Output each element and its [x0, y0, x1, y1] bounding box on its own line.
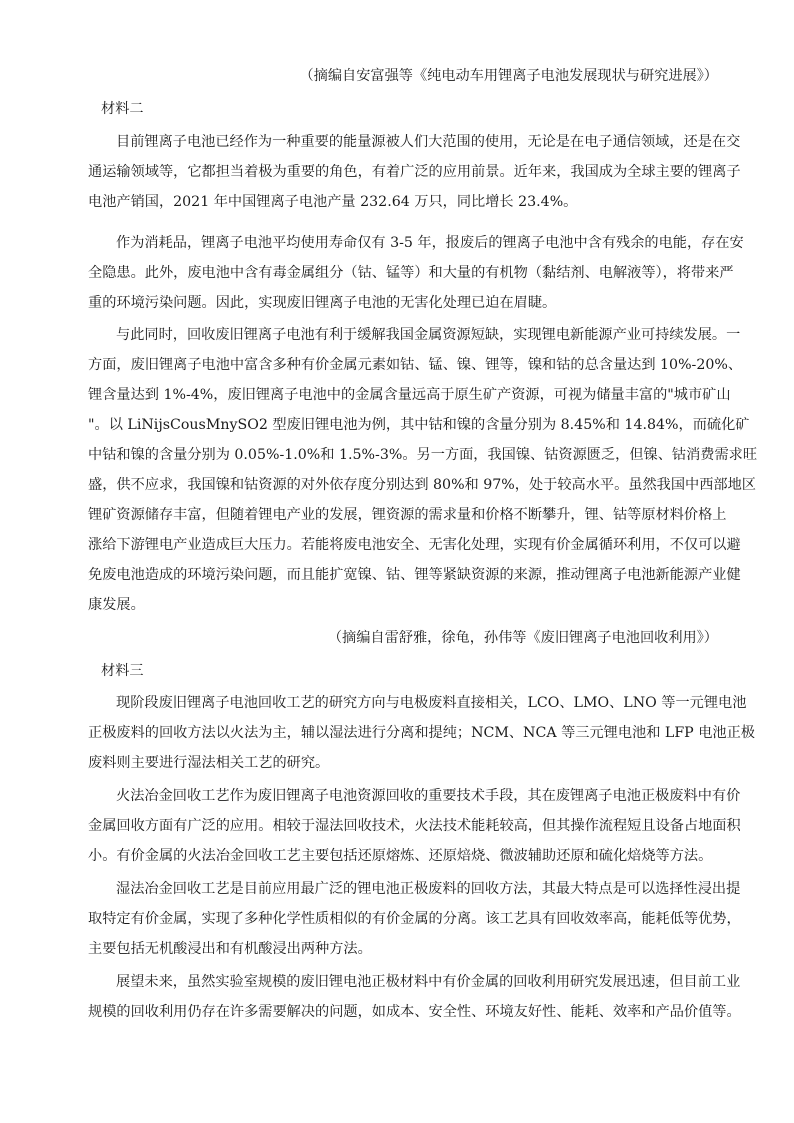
paragraph-line: 锂矿资源储存丰富，但随着锂电产业的发展，锂资源的需求量和价格不断攀升，锂、钴等原材料价格上 — [88, 507, 727, 523]
paragraph-line: 电池产销国，2021 年中国锂离子电池产量 232.64 万只，同比增长 23.4%。 — [88, 194, 578, 210]
paragraph-line: 正极废料的回收方法以火法为主，辅以湿法进行分离和提纯；NCM、NCA 等三元锂电池和 LFP 电池正极 — [88, 725, 755, 741]
paragraph-line: 规模的回收利用仍存在许多需要解决的问题，如成本、安全性、环境友好性、能耗、效率和产品价值等。 — [88, 1004, 741, 1020]
paragraph-line: 康发展。 — [88, 597, 145, 613]
paragraph-line: 锂含量达到 1%-4%，废旧锂离子电池中的金属含量远高于原生矿产资源，可视为储量丰富的"城市矿山 — [88, 387, 731, 403]
paragraph-line: 主要包括无机酸浸出和有机酸浸出两种方法。 — [88, 941, 372, 957]
section-heading-material-2: 材料二 — [101, 101, 144, 117]
paragraph-line: 湿法冶金回收工艺是目前应用最广泛的锂电池正极废料的回收方法，其最大特点是可以选择性浸出提 — [116, 881, 741, 897]
paragraph-line: 火法冶金回收工艺作为废旧锂离子电池资源回收的重要技术手段，其在废锂离子电池正极废料中有价 — [116, 788, 741, 804]
paragraph-line: 小。有价金属的火法冶金回收工艺主要包括还原熔炼、还原焙烧、微波辅助还原和硫化焙烧等方法。 — [88, 848, 713, 864]
source-citation-2: （摘编自雷舒雅，徐龟，孙伟等《废旧锂离子电池回收利用》） — [327, 630, 718, 646]
section-heading-material-3: 材料三 — [101, 663, 144, 679]
paragraph-line: 通运输领域等，它都担当着极为重要的角色，有着广泛的应用前景。近年来，我国成为全球主要的锂离子 — [88, 164, 741, 180]
paragraph-line: 涨给下游锂电产业造成巨大压力。若能将废电池安全、无害化处理，实现有价金属循环利用，不仅可以避 — [88, 537, 741, 553]
paragraph-line: 目前锂离子电池已经作为一种重要的能量源被人们大范围的使用，无论是在电子通信领域，还是在交 — [116, 134, 741, 150]
paragraph-line: 与此同时，回收废旧锂离子电池有利于缓解我国金属资源短缺，实现锂电新能源产业可持续发展。一 — [116, 327, 741, 343]
paragraph-line: 作为消耗品，锂离子电池平均使用寿命仅有 3-5 年，报废后的锂离子电池中含有残余的电能，存在安 — [116, 235, 744, 251]
paragraph-line: 全隐患。此外，废电池中含有毒金属组分（钴、锰等）和大量的有机物（黏结剂、电解液等），将带来严 — [88, 265, 734, 281]
paragraph-line: 方面，废旧锂离子电池中富含多种有价金属元素如钴、锰、镍、锂等，镍和钴的总含量达到 10%-20%、 — [88, 357, 743, 373]
paragraph-line: 盛，供不应求，我国镍和钴资源的对外依存度分别达到 80%和 97%，处于较高水平。虽然我国中西部地区 — [88, 477, 756, 493]
paragraph-line: 展望未来，虽然实验室规模的废旧锂电池正极材料中有价金属的回收利用研究发展迅速，但目前工业 — [116, 974, 741, 990]
paragraph-line: 重的环境污染问题。因此，实现废旧锂离子电池的无害化处理已迫在眉睫。 — [88, 295, 557, 311]
paragraph-line: 金属回收方面有广泛的应用。相较于湿法回收技术，火法技术能耗较高，但其操作流程短且设备占地面积 — [88, 818, 741, 834]
paragraph-line: 免废电池造成的环境污染问题，而且能扩宽镍、钴、锂等紧缺资源的来源，推动锂离子电池新能源产业健 — [88, 567, 741, 583]
paragraph-line: 现阶段废旧锂离子电池回收工艺的研究方向与电极废料直接相关，LCO、LMO、LNO 等一元锂电池 — [116, 695, 747, 711]
source-citation-1: （摘编自安富强等《纯电动车用锂离子电池发展现状与研究进展》） — [299, 68, 718, 84]
paragraph-line: "。以 LiNijsCousMnySO2 型废旧锂电池为例，其中钴和镍的含量分别为 8.45%和 14.84%，而硫化矿 — [88, 417, 750, 433]
paragraph-line: 取特定有价金属，实现了多种化学性质相似的有价金属的分离。该工艺具有回收效率高，能耗低等优势， — [88, 911, 741, 927]
paragraph-line: 中钴和镍的含量分别为 0.05%-1.0%和 1.5%-3%。另一方面，我国镍、钴资源匮乏，但镍、钴消费需求旺 — [88, 447, 758, 463]
paragraph-line: 废料则主要进行湿法相关工艺的研究。 — [88, 755, 330, 771]
